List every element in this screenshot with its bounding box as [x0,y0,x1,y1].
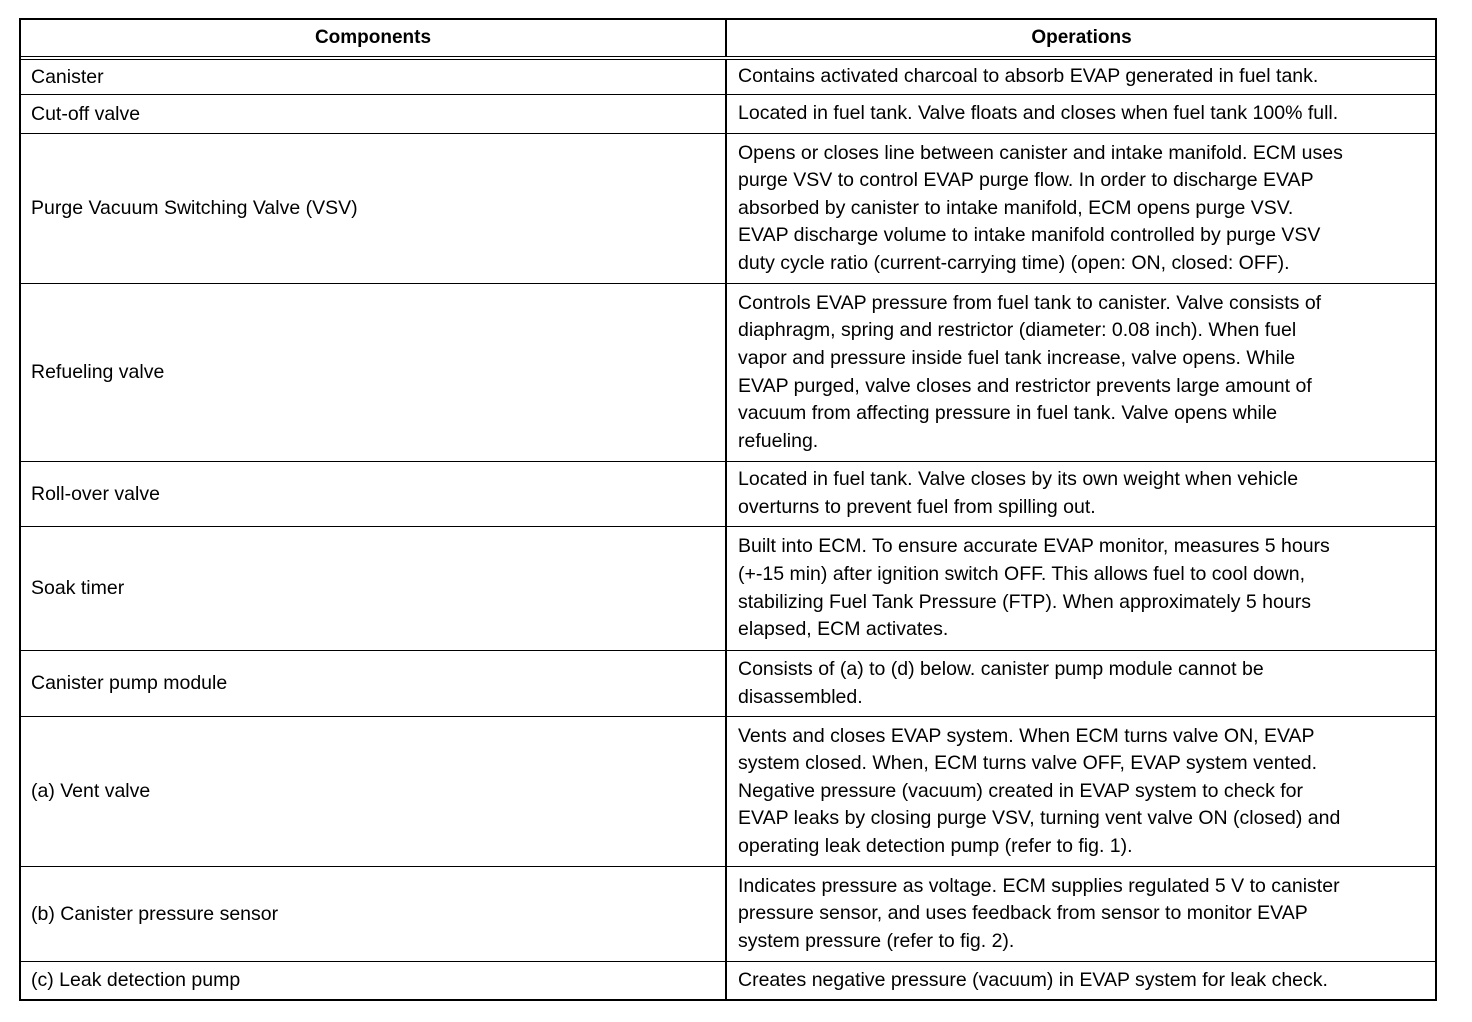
table-row [21,461,1435,526]
operations-line: Controls EVAP pressure from fuel tank to canister. Valve consists of [738,291,1322,314]
operations-cell [727,134,1435,283]
operations-line: diaphragm, spring and restrictor (diameter: 0.08 inch). When fuel [738,319,1297,342]
component-cell: Soak timer [21,527,727,650]
operations-line: duty cycle ratio (current-carrying time) (open: ON, closed: OFF). [738,251,1290,274]
operations-line: EVAP discharge volume to intake manifold controlled by purge VSV [738,224,1321,247]
table-row [21,283,1435,461]
component-cell: Refueling valve [21,284,727,461]
operations-line: system closed. When, ECM turns valve OFF, EVAP system vented. [738,752,1318,775]
operations-line: stabilizing Fuel Tank Pressure (FTP). When approximately 5 hours [738,590,1311,613]
component-cell: Canister pump module [21,651,727,716]
operations-line: refueling. [738,429,819,452]
operations-line: operating leak detection pump (refer to fig. 1). [738,834,1133,857]
operations-cell [727,527,1435,650]
operations-cell [727,462,1435,526]
component-cell: Cut-off valve [21,95,727,133]
operations-cell [727,867,1435,961]
component-cell: Canister [21,60,727,94]
operations-line: absorbed by canister to intake manifold, ECM opens purge VSV. [738,196,1294,219]
operations-line: purge VSV to control EVAP purge flow. In order to discharge EVAP [738,169,1314,192]
operations-line: overturns to prevent fuel from spilling out. [738,496,1096,518]
operations-line: Consists of (a) to (d) below. canister pump module cannot be [738,657,1264,680]
table-row [21,133,1435,283]
table-row [21,961,1435,999]
operations-line: disassembled. [738,685,863,708]
component-cell: (c) Leak detection pump [21,962,727,999]
table-row [21,716,1435,866]
operations-line: (+-15 min) after ignition switch OFF. This allows fuel to cool down, [738,562,1305,585]
operations-line: pressure sensor, and uses feedback from sensor to monitor EVAP [738,902,1308,925]
component-cell: (b) Canister pressure sensor [21,867,727,961]
operations-cell [727,60,1435,94]
header-components: Components [21,20,727,56]
operations-line: Vents and closes EVAP system. When ECM turns valve ON, EVAP [738,724,1315,747]
component-cell: Purge Vacuum Switching Valve (VSV) [21,134,727,283]
operations-cell [727,95,1435,133]
operations-line: system pressure (refer to fig. 2). [738,929,1015,952]
operations-line: EVAP purged, valve closes and restrictor prevents large amount of [738,374,1312,397]
operations-line: EVAP leaks by closing purge VSV, turning vent valve ON (closed) and [738,807,1341,830]
component-cell: Roll-over valve [21,462,727,526]
operations-cell [727,651,1435,716]
operations-line: elapsed, ECM activates. [738,618,949,641]
operations-line: Located in fuel tank. Valve closes by its own weight when vehicle [738,468,1299,491]
table-row [21,56,1435,94]
operations-cell [727,284,1435,461]
table-row [21,650,1435,716]
header-operations: Operations [1031,27,1132,49]
operations-line: Creates negative pressure (vacuum) in EVAP system for leak check. [738,968,1328,991]
operations-line: Negative pressure (vacuum) created in EVAP system to check for [738,779,1304,802]
operations-line: Built into ECM. To ensure accurate EVAP monitor, measures 5 hours [738,535,1330,558]
table-row [21,526,1435,650]
operations-line: Located in fuel tank. Valve floats and closes when fuel tank 100% full. [738,102,1339,125]
operations-cell [727,717,1435,866]
table-header-row [21,20,1435,56]
operations-line: Opens or closes line between canister and intake manifold. ECM uses [738,141,1343,164]
components-operations-table [19,18,1437,1001]
operations-cell [727,962,1435,999]
operations-line: vapor and pressure inside fuel tank increase, valve opens. While [738,346,1296,369]
operations-line: Contains activated charcoal to absorb EVAP generated in fuel tank. [738,65,1319,88]
table-row [21,94,1435,133]
operations-line: vacuum from affecting pressure in fuel tank. Valve opens while [738,402,1278,425]
table-row [21,866,1435,961]
operations-line: Indicates pressure as voltage. ECM supplies regulated 5 V to canister [738,874,1340,897]
component-cell: (a) Vent valve [21,717,727,866]
